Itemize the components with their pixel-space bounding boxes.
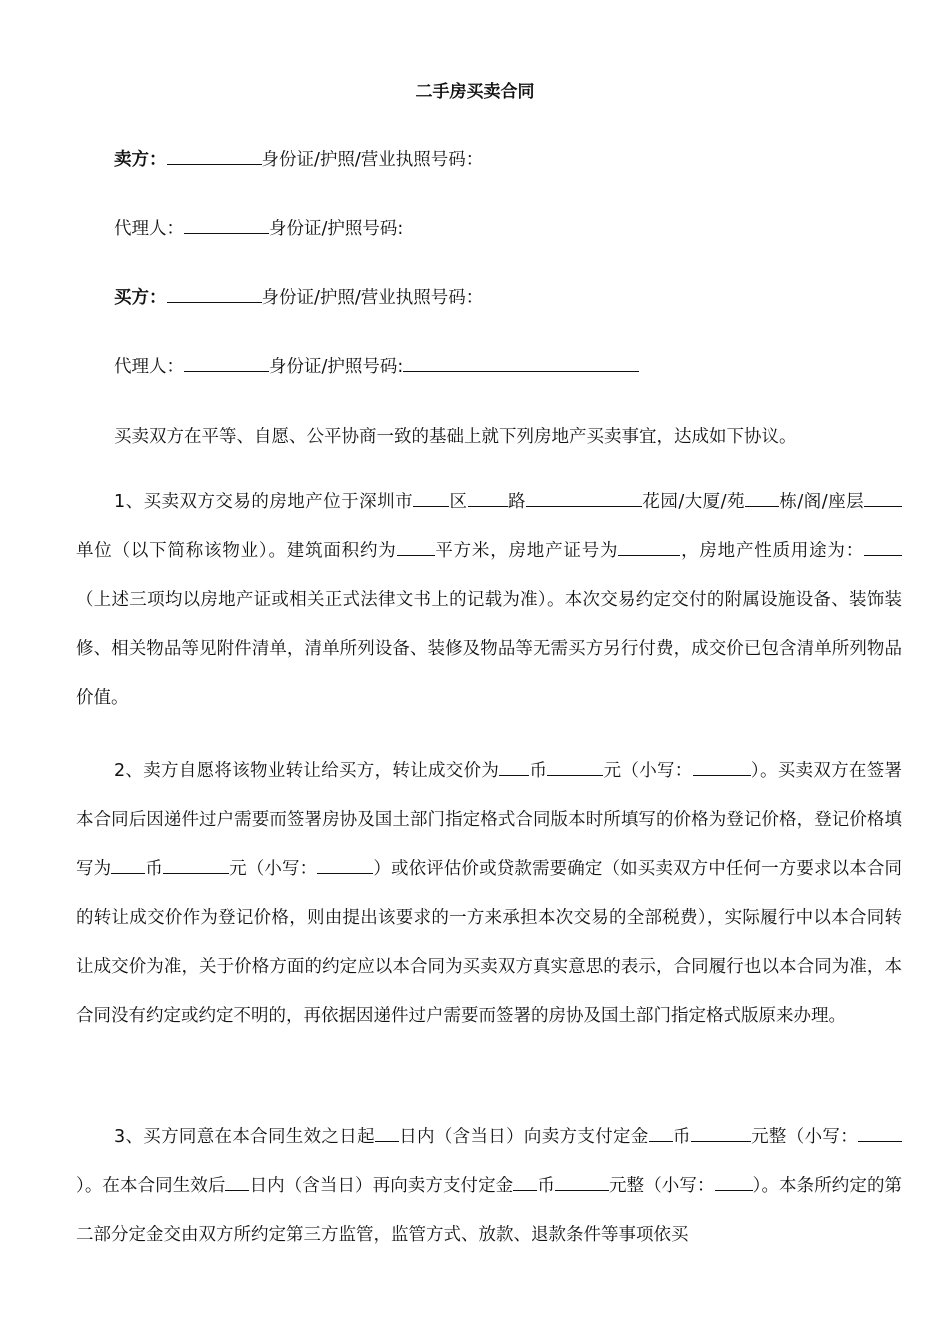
buyer-agent-id-text: 身份证/护照号码:: [269, 357, 404, 377]
clause-2-text: 币: [529, 761, 548, 781]
buyer-line: [114, 284, 483, 309]
clause-2-text: ）或依评估价或贷款需要确定（如买卖双方中任何一方要求以本合同的转让成交价作为登记价格，则由提出该要求的一方来承担本次交易的全部税费），实际履行中以本合同转让成交价为准，关于价格方面的约定应以本合同为买卖双方真实意思的表示，合同履行也以本合同为准，本合同没有约定或约定不明的，再依据因递件过户需要而签署的房协及国土部门指定格式版原来办理。: [76, 859, 902, 1026]
seller-agent-label: 代理人：: [114, 219, 184, 239]
clause-3-text: ）。本条所约定的第二部分定金交由双方所约定第三方监管，监管方式、放款、退款条件等事项依买: [76, 1176, 903, 1245]
deposit-currency-blank[interactable]: [649, 1125, 673, 1142]
buyer-agent-blank[interactable]: [184, 354, 269, 372]
floor-blank[interactable]: [864, 490, 902, 507]
clause-1-text: 单位（以下简称该物业）。建筑面积约为: [76, 541, 397, 561]
clause-3-text: 币: [672, 1127, 691, 1147]
clause-3-text: 币: [537, 1176, 555, 1196]
clause-1-text: 层: [846, 492, 865, 512]
seller-id-text: 身份证/护照/营业执照号码：: [261, 150, 484, 170]
price-blank[interactable]: [547, 759, 603, 776]
buyer-label: 买方：: [114, 288, 167, 308]
days-blank[interactable]: [375, 1125, 399, 1142]
clause-3-text: 日内（含当日）再向卖方支付定金: [249, 1176, 514, 1196]
reg-price-small-blank[interactable]: [317, 857, 373, 874]
clause-3-text: 日内（含当日）向卖方支付定金: [398, 1127, 649, 1147]
buyer-agent-label: 代理人：: [114, 357, 184, 377]
buyer-id-text: 身份证/护照/营业执照号码：: [261, 288, 484, 308]
clause-2-text: 2、卖方自愿将该物业转让给买方，转让成交价为: [114, 761, 500, 781]
deposit2-amount-blank[interactable]: [555, 1174, 609, 1191]
building-blank[interactable]: [745, 490, 779, 507]
seller-label: 卖方：: [114, 150, 167, 170]
district-blank[interactable]: [413, 490, 449, 507]
clause-1-text: 花园/大厦/苑: [641, 492, 745, 512]
clause-1-text: ，房地产性质用途为：: [680, 541, 865, 561]
clause-1-text: 路: [507, 492, 526, 512]
buyer-name-blank[interactable]: [167, 285, 262, 303]
price-small-blank[interactable]: [693, 759, 751, 776]
buyer-agent-id-blank[interactable]: [403, 354, 639, 372]
garden-blank[interactable]: [526, 490, 642, 507]
intro-paragraph: 买卖双方在平等、自愿、公平协商一致的基础上就下列房地产买卖事宜，达成如下协议。: [114, 427, 797, 447]
road-blank[interactable]: [468, 490, 508, 507]
certificate-blank[interactable]: [618, 539, 680, 556]
clause-3: [76, 1113, 902, 1260]
clause-2-text: ）。买卖双方在签署本合同后因递件过户需要而签署房协及国土部门指定格式合同版本时所填写的价格为登记价格，登记价格填写为: [76, 761, 903, 879]
seller-agent-id-text: 身份证/护照号码:: [269, 219, 404, 239]
deposit2-small-blank[interactable]: [715, 1174, 753, 1191]
clause-3-text: 3、买方同意在本合同生效之日起: [114, 1127, 375, 1147]
deposit-small-blank[interactable]: [858, 1125, 902, 1142]
deposit-amount-blank[interactable]: [691, 1125, 751, 1142]
clause-3-text: 元整（小写：: [750, 1127, 859, 1147]
seller-agent-blank[interactable]: [184, 216, 269, 234]
reg-currency-blank[interactable]: [111, 857, 145, 874]
clause-2-text: 元（小写：: [229, 859, 318, 879]
seller-agent-line: [114, 215, 403, 240]
seller-line: [114, 146, 483, 171]
clause-1-text: 栋/阁/座: [778, 492, 847, 512]
document-title: 二手房买卖合同: [415, 82, 535, 102]
clause-1-text: （上述三项均以房地产证或相关正式法律文书上的记载为准）。本次交易约定交付的附属设施设备、装饰装修、相关物品等见附件清单，清单所列设备、装修及物品等无需买方另行付费，成交价已包含清单所列物品价值。: [76, 590, 902, 708]
seller-name-blank[interactable]: [167, 147, 262, 165]
usage-blank[interactable]: [864, 539, 902, 556]
clause-1-text: 区: [449, 492, 468, 512]
clause-1: [76, 478, 902, 723]
clause-2-text: 币: [145, 859, 163, 879]
area-blank[interactable]: [397, 539, 435, 556]
buyer-agent-line: [114, 353, 639, 378]
days2-blank[interactable]: [225, 1174, 249, 1191]
clause-1-text: 平方米，房地产证号为: [434, 541, 619, 561]
currency-blank[interactable]: [499, 759, 529, 776]
clause-1-text: 1、买卖双方交易的房地产位于深圳市: [114, 492, 414, 512]
clause-2: [76, 747, 902, 1041]
reg-price-blank[interactable]: [163, 857, 229, 874]
clause-2-text: 元（小写：: [603, 761, 693, 781]
clause-3-text: 元整（小写：: [608, 1176, 715, 1196]
clause-3-text: ）。在本合同生效后: [76, 1176, 226, 1196]
deposit2-currency-blank[interactable]: [513, 1174, 537, 1191]
